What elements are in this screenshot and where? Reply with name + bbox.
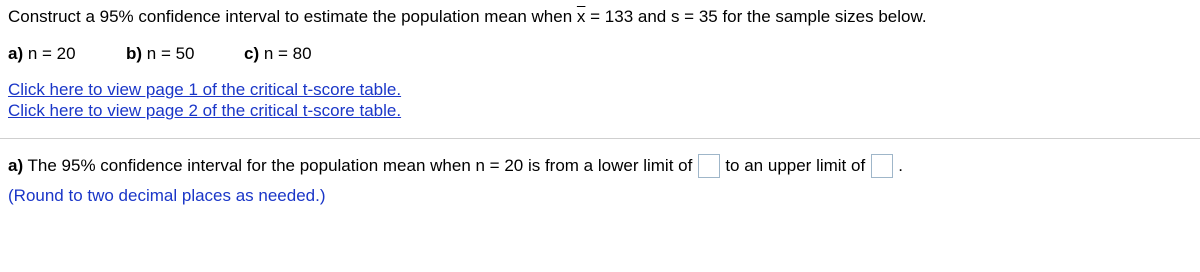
rounding-note: (Round to two decimal places as needed.) <box>8 186 326 205</box>
answer-part-label: a) <box>8 156 24 175</box>
answer-text-end: . <box>898 156 903 175</box>
answer-row <box>8 154 903 178</box>
sample-sizes <box>8 44 312 64</box>
t-table-links <box>8 79 401 121</box>
question-text-before: Construct a 95% confidence interval to estimate the population mean when <box>8 7 577 26</box>
t-table-page1-link[interactable]: Click here to view page 1 of the critical t-score table. <box>8 80 402 99</box>
xbar-symbol: $\overline{x}$ <box>576 7 586 26</box>
part-a-label: a) <box>8 44 24 63</box>
part-c <box>244 44 312 64</box>
section-divider <box>0 138 1200 139</box>
lower-limit-input[interactable] <box>698 154 720 178</box>
part-b-label: b) <box>126 44 143 63</box>
question-text <box>8 7 927 27</box>
upper-limit-input[interactable] <box>871 154 893 178</box>
part-a <box>8 44 126 64</box>
answer-text-before: The 95% confidence interval for the population mean when n = 20 is from a lower limit of <box>23 156 693 175</box>
answer-text-middle: to an upper limit of <box>725 156 866 175</box>
part-b-value: n = 50 <box>142 44 195 63</box>
part-c-value: n = 80 <box>259 44 312 63</box>
question-text-after: = 133 and s = 35 for the sample sizes below. <box>585 7 927 26</box>
t-table-page2-link[interactable]: Click here to view page 2 of the critical t-score table. <box>8 101 402 120</box>
part-c-label: c) <box>244 44 260 63</box>
part-a-value: n = 20 <box>23 44 76 63</box>
part-b <box>126 44 244 64</box>
